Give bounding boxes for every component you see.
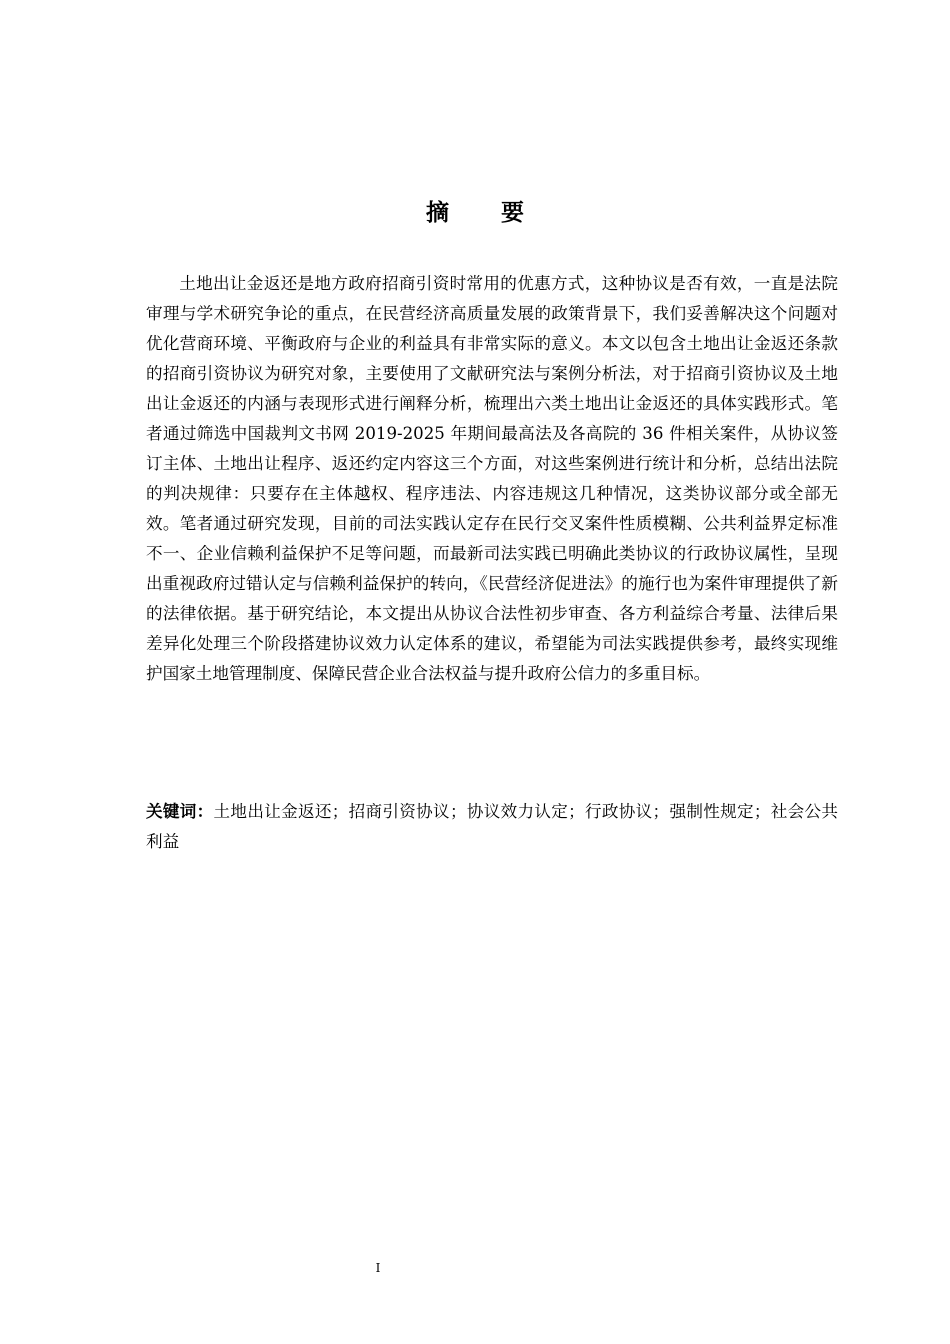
keywords-text: 土地出让金返还；招商引资协议；协议效力认定；行政协议；强制性规定；社会公共利益 — [146, 802, 839, 851]
abstract-title: 摘 要 — [425, 200, 546, 226]
keywords-label: 关键词： — [146, 802, 214, 821]
keywords-paragraph — [146, 797, 838, 857]
page-number: I — [375, 1261, 381, 1275]
abstract-body: 土地出让金返还是地方政府招商引资时常用的优惠方式，这种协议是否有效，一直是法院审理与学术研究争论的重点，在民营经济高质量发展的政策背景下，我们妥善解决这个问题对优化营商环境、平衡政府与企业的利益具有非常实际的意义。本文以包含土地出让金返还条款的招商引资协议为研究对象，主要使用了文献研究法与案例分析法，对于招商引资协议及土地出让金返还的内涵与表现形式进行阐释分析，梳理出六类土地出让金返还的具体实践形式。笔者通过筛选中国裁判文书网 2019-2025 年期间最高法及各高院的 36 件相关案件，从协议签订主体、土地出让程序、返还约定内容这三个方面，对这些案例进行统计和分析，总结出法院的判决规律：只要存在主体越权、程序违法、内容违规这几种情况，这类协议部分或全部无效。笔者通过研究发现，目前的司法实践认定存在民行交叉案件性质模糊、公共利益界定标准不一、企业信赖利益保护不足等问题，而最新司法实践已明确此类协议的行政协议属性，呈现出重视政府过错认定与信赖利益保护的转向，《民营经济促进法》的施行也为案件审理提供了新的法律依据。基于研究结论，本文提出从协议合法性初步审查、各方利益综合考量、法律后果差异化处理三个阶段搭建协议效力认定体系的建议，希望能为司法实践提供参考，最终实现维护国家土地管理制度、保障民营企业合法权益与提升政府公信力的多重目标。 — [146, 274, 838, 683]
